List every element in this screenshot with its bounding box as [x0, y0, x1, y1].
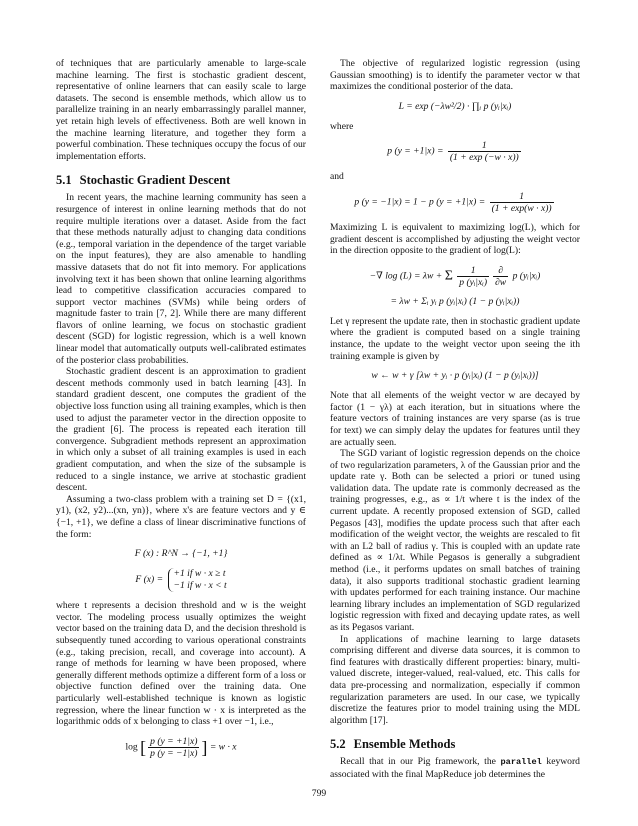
- fraction-denominator: p (yᵢ|xᵢ): [459, 276, 488, 288]
- equation-lhs: p (y = −1|x) = 1 − p (y = +1|x) =: [354, 196, 486, 208]
- paragraph: Stochastic gradient descent is an approximation to gradient descent methods commonly used in batch learning [43]. In standard gradient descent, one computes the gradient of the objective loss function using all training examples, which is then used to adjust the parameter vector in the direction opposite to the gradient [6]. The process is repeated each iteration till convergence. Subgradient methods represent an approximation in which only a subset of all training examples is used in each gradient computation, and when the size of the subsample is reduced to a single instance, we arrive at stochastic gradient descent.: [56, 366, 306, 494]
- fraction-denominator: (1 + exp(w · x)): [491, 202, 552, 214]
- equation-cases: [168, 568, 227, 592]
- left-column: [56, 58, 306, 767]
- equation-log-odds: log [ $\frac{p (y = +1|x)}{p (y = -1|x)}$ ] = w · x: [125, 735, 237, 759]
- paragraph: Maximizing L is equivalent to maximizing log(L), which for gradient descent is accomplished by adjusting the weight vector in the direction opposite to the gradient of log(L):: [330, 221, 580, 257]
- text-and: and: [330, 171, 344, 183]
- equation-rhs: = w · x: [209, 741, 237, 753]
- text-where: where: [330, 120, 354, 132]
- page-number: 799: [311, 788, 327, 799]
- paragraph: where t represents a decision threshold and w is the weight vector. The modeling process usually optimizes the weight vector based on the training data D, and the decision threshold is subsequently tuned according to various operational constraints (e.g., taking precision, recall, and coverage into account). A range of methods for learning w have been proposed, where generally different methods optimize a different form of a loss or objective function defined over the training data. One particularly well-established technique is known as logistic regression, where the linear function w · x is interpreted as the logarithmic odds of x belonging to class +1 over −1, i.e.,: [56, 600, 306, 728]
- fraction-numerator: ∂: [493, 265, 508, 277]
- paragraph: The objective of regularized logistic regression (using Gaussian smoothing) is to identify the parameter vector w that maximizes the conditional posterior of the data.: [330, 58, 580, 93]
- equation-fraction: [457, 265, 489, 288]
- equation-p-negative: [330, 191, 580, 214]
- equation-likelihood: L = exp (−λw²/2) · ∏ᵢ p (yᵢ|xᵢ): [398, 100, 512, 112]
- section-heading-5-2: [330, 737, 580, 751]
- paragraph: The SGD variant of logistic regression depends on the choice of two regularization parameters, λ of the Gaussian prior and the update rate γ. Both can be selected a priori or tuned using validation data. The update rate is commonly decreased as the training progresses, e.g., as ∝ 1/t where t is the index of the current update. A recently proposed extension of SGD, called Pegasos [43], modifies the update process such that after each modification of the weight vector, the weights are rescaled to fit with an L2 ball of radius γ. This is coupled with an update rate defined as ∝ 1/λt. While Pegasos is generally a subgradient method (i.e., it performs updates on small batches of training data), it also supports traditional stochastic gradient learning with updates performed for each training instance. Our machine learning library includes an implementation of SGD regularized logistic regression with fixed and decaying update rates, as well as its Pegasos variant.: [330, 448, 580, 633]
- fraction-numerator: 1: [490, 191, 554, 203]
- equation-fraction: [148, 736, 199, 759]
- paragraph: Note that all elements of the weight vector w are decayed by factor (1 − γλ) at each iteration, but in situations where the feature vectors of training instances are very sparse (as is true for text) we can simply delay the updates for features until they are actually seen.: [330, 390, 580, 448]
- sum-symbol: Σ: [444, 268, 453, 284]
- paragraph: Let γ represent the update rate, then in stochastic gradient update where the gradient is computed based on a single training instance, the update to the weight vector upon seeing the ith training example is given by: [330, 315, 580, 362]
- section-title: Stochastic Gradient Descent: [79, 173, 231, 188]
- paragraph: [330, 756, 580, 780]
- fraction-denominator: p (y = −1|x): [150, 747, 198, 759]
- equation-derivative: [493, 265, 508, 288]
- fraction-numerator: 1: [457, 265, 489, 277]
- equation-tail: p (yᵢ|xᵢ): [512, 270, 541, 282]
- equation-lhs: p (y = +1|x) =: [387, 146, 444, 158]
- paragraph: In applications of machine learning to large datasets comprising different and diverse data sources, it is common to find features with drastically different properties: binary, multi-valued discrete, integer-valued, real-valued, etc. This calls for data pre-processing and normalization, especially if common regularization parameters are used. In our case, we typically discretize the features prior to model training using the MDL algorithm [17].: [330, 633, 580, 726]
- equation-case: −1 if w · x < t: [173, 580, 227, 592]
- section-heading-5-1: [56, 173, 306, 187]
- text-span: Recall that in our Pig framework, the: [340, 756, 496, 768]
- fraction-denominator: (1 + exp (−w · x)): [449, 152, 519, 164]
- section-number: 5.2: [330, 737, 346, 752]
- fraction-denominator: ∂w: [495, 276, 507, 288]
- text-span: keyword associated with the final MapReduce job determines the: [330, 756, 580, 780]
- equation-fraction: [490, 191, 554, 214]
- equation-update: w ← w + γ [λw + yᵢ · p (yᵢ|xᵢ) (1 − p (yᵢ|xᵢ))]: [371, 370, 539, 382]
- paragraph: Assuming a two-class problem with a training set D = {(x1, y1), (x2, y2)...(xn, yn)}, where x's are feature vectors and y ∈ {−1, +1}, we define a class of linear discriminative functions of the form:: [56, 493, 306, 540]
- equation-case: +1 if w · x ≥ t: [173, 568, 226, 580]
- equation-piecewise: [56, 568, 306, 592]
- equation-gradient-2: = λw + Σᵢ yᵢ p (yᵢ|xᵢ) (1 − p (yᵢ|xᵢ)): [390, 295, 520, 307]
- section-number: 5.1: [56, 173, 72, 188]
- right-column: [330, 58, 580, 781]
- code-keyword: parallel: [500, 757, 542, 768]
- equation-fraction: [448, 140, 521, 163]
- equation-log: log: [125, 741, 138, 753]
- equation-p-positive: [330, 140, 580, 163]
- equation-map: F (x) : R^N → {−1, +1}: [134, 548, 228, 560]
- equation-gradient-1: [330, 265, 580, 288]
- fraction-numerator: p (y = +1|x): [150, 735, 198, 747]
- intro-paragraph: of techniques that are particularly amenable to large-scale machine learning. The first is stochastic gradient descent, representative of online learners that can easily scale to large datasets. The second is ensemble methods, which allow us to parallelize training in an nearly embarrassingly parallel manner, yet retain high levels of effectiveness. Both are well known in the machine learning literature, and together they form a powerful combination. These techniques occupy the focus of our implementation efforts.: [56, 58, 306, 162]
- section-title: Ensemble Methods: [353, 737, 456, 752]
- equation-lhs: F (x) =: [135, 574, 164, 586]
- paragraph: In recent years, the machine learning community has seen a resurgence of interest in online learning methods that do not require multiple iterations over a dataset. Aside from the fact that these methods naturally adjust to changing data conditions (e.g., temporal variation in the dependence of the target variable on the input features), they are also amenable to handling massive datasets that do not fit into memory. For applications involving text it has been shown that online learning algorithms lead to competitive classification accuracies compared to support vector machines (SVMs) while being orders of magnitude faster to train [7, 2]. While there are many different flavors of online learning, we focus on stochastic gradient descent (SGD) for logistic regression, which is a well known linear model that automatically outputs well-calibrated estimates of the posterior class probabilities.: [56, 192, 306, 366]
- fraction-numerator: 1: [448, 140, 521, 152]
- equation-lhs: −∇ log (L) = λw +: [369, 270, 443, 282]
